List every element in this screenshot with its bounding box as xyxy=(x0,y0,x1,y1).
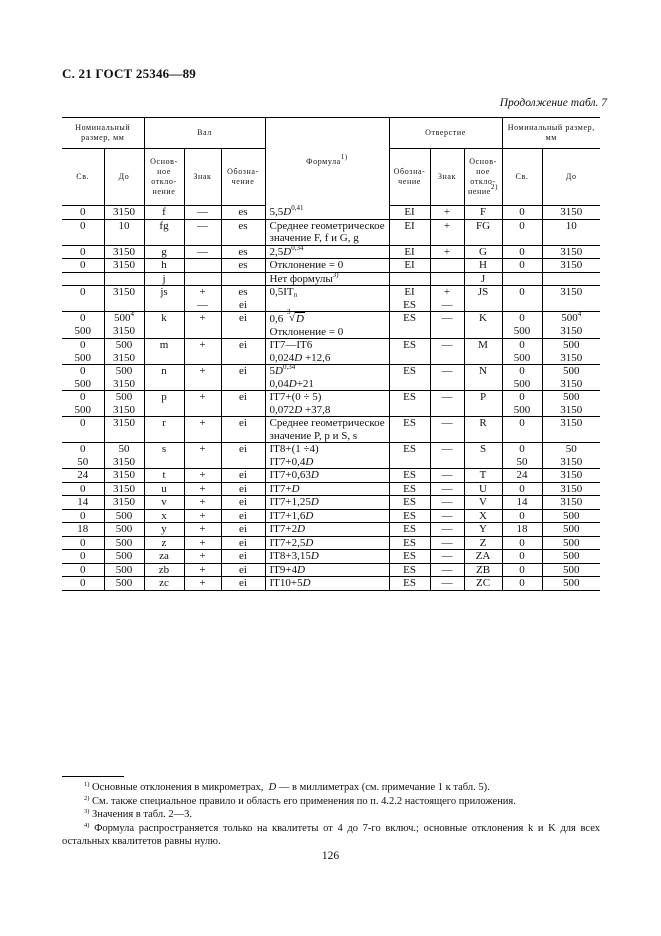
cell-hole-sign: + xyxy=(430,219,464,245)
cell-shaft-deviation: u xyxy=(144,482,184,496)
cell-hole-from: 0 xyxy=(502,206,542,220)
cell-shaft-designation xyxy=(221,272,265,286)
header-shaft-sign: Знак xyxy=(184,149,221,206)
cell-hole-sign: — xyxy=(430,536,464,550)
cell-formula: IT7+1,6D xyxy=(265,509,389,523)
cell-hole-deviation: Z xyxy=(464,536,502,550)
cell-formula: Нет формулы$^{3)}$ xyxy=(265,272,389,286)
cell-shaft-designation: ei xyxy=(221,443,265,469)
cell-from: 0 500 xyxy=(62,391,104,417)
cell-to: 10 xyxy=(104,219,144,245)
cell-to: 3150 xyxy=(104,417,144,443)
table-body xyxy=(62,203,600,591)
cell-formula: $2,5D^{0,34}$ xyxy=(265,245,389,259)
cell-hole-designation: ES xyxy=(389,509,430,523)
header-shaft-main-deviation: Основ-ное откло-нение xyxy=(144,149,184,206)
cell-to: 3150 xyxy=(104,206,144,220)
cell-from xyxy=(62,272,104,286)
cell-hole-designation: EI xyxy=(389,219,430,245)
cell-hole-to: 3150 xyxy=(542,469,600,483)
table-row xyxy=(62,365,600,391)
table-row xyxy=(62,550,600,564)
cell-from: 0 xyxy=(62,509,104,523)
cell-hole-deviation: ZA xyxy=(464,550,502,564)
cell-hole-sign: — xyxy=(430,577,464,591)
cell-hole-to: 50 3150 xyxy=(542,443,600,469)
cell-to: 3150 xyxy=(104,496,144,510)
cell-hole-to: $500^4$ 3150 xyxy=(542,312,600,339)
cell-hole-designation: ES xyxy=(389,482,430,496)
cell-formula: $5,5D^{0,41}$ xyxy=(265,206,389,220)
cell-hole-designation: ES xyxy=(389,443,430,469)
cell-hole-sign: — xyxy=(430,312,464,339)
cell-hole-to: 500 3150 xyxy=(542,391,600,417)
deviation-table xyxy=(62,117,600,591)
cell-hole-designation: ES xyxy=(389,523,430,537)
cell-shaft-deviation: j xyxy=(144,272,184,286)
cell-from: 18 xyxy=(62,523,104,537)
cell-shaft-designation: ei xyxy=(221,496,265,510)
cell-hole-deviation: ZC xyxy=(464,577,502,591)
cell-shaft-designation: ei xyxy=(221,391,265,417)
header-hole-main-deviation xyxy=(464,149,502,206)
cell-shaft-designation: es xyxy=(221,245,265,259)
cell-hole-designation: ES xyxy=(389,563,430,577)
footnotes xyxy=(62,781,600,849)
table-row xyxy=(62,482,600,496)
cell-hole-to: 3150 xyxy=(542,286,600,312)
cell-hole-sign: — xyxy=(430,365,464,391)
cell-hole-designation: ES xyxy=(389,577,430,591)
cell-shaft-designation: ei xyxy=(221,577,265,591)
header-nominal-size: Номинальный размер, мм xyxy=(62,118,144,149)
cell-hole-from: 0 50 xyxy=(502,443,542,469)
cell-hole-designation: EI xyxy=(389,206,430,220)
header-hole-main-deviation-note: 2) xyxy=(490,183,498,191)
cell-from: 0 xyxy=(62,563,104,577)
cell-hole-sign: — xyxy=(430,509,464,523)
cell-to: 500 xyxy=(104,550,144,564)
table-header xyxy=(62,118,600,206)
cell-from: 0 50 xyxy=(62,443,104,469)
cell-shaft-sign: + xyxy=(184,563,221,577)
header-hole-designation: Обозна-чение xyxy=(389,149,430,206)
cell-formula: IT7+(0 ÷ 5) 0,072D +37,8 xyxy=(265,391,389,417)
cell-shaft-deviation: s xyxy=(144,443,184,469)
cell-hole-sign: — xyxy=(430,482,464,496)
cell-shaft-deviation: t xyxy=(144,469,184,483)
cell-hole-from: 0 xyxy=(502,219,542,245)
cell-hole-deviation: V xyxy=(464,496,502,510)
table-row xyxy=(62,245,600,259)
cell-to: 3150 xyxy=(104,259,144,273)
header-shaft: Вал xyxy=(144,118,265,149)
cell-hole-deviation: K xyxy=(464,312,502,339)
cell-shaft-designation: ei xyxy=(221,563,265,577)
cell-hole-from: 0 xyxy=(502,536,542,550)
cell-shaft-deviation: za xyxy=(144,550,184,564)
cell-shaft-designation: ei xyxy=(221,550,265,564)
cell-formula: IT8+(1 ÷4) IT7+0,4D xyxy=(265,443,389,469)
header-nominal-size-hole: Номинальный размер, мм xyxy=(502,118,600,149)
cell-hole-sign: — xyxy=(430,443,464,469)
cell-hole-to: 3150 xyxy=(542,482,600,496)
table-row xyxy=(62,312,600,339)
cell-shaft-sign: + xyxy=(184,443,221,469)
cell-from: 0 xyxy=(62,219,104,245)
cell-hole-from: 0 500 xyxy=(502,365,542,391)
table-row xyxy=(62,286,600,312)
cell-from: 0 xyxy=(62,550,104,564)
cell-to: 500 xyxy=(104,536,144,550)
cell-formula: IT7+1,25D xyxy=(265,496,389,510)
cell-hole-from: 0 xyxy=(502,577,542,591)
cell-shaft-designation: es xyxy=(221,206,265,220)
cell-shaft-deviation: g xyxy=(144,245,184,259)
cell-shaft-designation: ei xyxy=(221,523,265,537)
cell-shaft-sign: — xyxy=(184,206,221,220)
cell-from: 0 xyxy=(62,245,104,259)
cell-shaft-sign: + xyxy=(184,577,221,591)
cell-hole-designation: ES xyxy=(389,550,430,564)
cell-hole-deviation: P xyxy=(464,391,502,417)
cell-shaft-sign: + xyxy=(184,509,221,523)
header-hole: Отверстие xyxy=(389,118,502,149)
page-number: 126 xyxy=(321,850,340,862)
cell-formula: Среднее геометрическое значение P, p и S, s xyxy=(265,417,389,443)
table-row xyxy=(62,259,600,273)
cell-shaft-sign: — xyxy=(184,219,221,245)
table-row xyxy=(62,391,600,417)
cell-hole-sign: — xyxy=(430,339,464,365)
footnote: $^{3)}$ Значения в табл. 2—3. xyxy=(84,808,192,820)
cell-hole-designation: ES xyxy=(389,417,430,443)
cell-shaft-designation: ei xyxy=(221,482,265,496)
cell-to: 500 3150 xyxy=(104,365,144,391)
footnote-rule xyxy=(62,776,124,777)
cell-shaft-designation: ei xyxy=(221,339,265,365)
cell-to: 500 3150 xyxy=(104,339,144,365)
table-row xyxy=(62,206,600,220)
cell-from: 0 xyxy=(62,482,104,496)
cell-hole-from: 0 xyxy=(502,259,542,273)
cell-shaft-deviation: z xyxy=(144,536,184,550)
cell-hole-designation: ES xyxy=(389,469,430,483)
cell-hole-deviation: ZB xyxy=(464,563,502,577)
cell-to: 500 xyxy=(104,523,144,537)
cell-from: 0 500 xyxy=(62,365,104,391)
cell-formula: Среднее геометрическое значение F, f и G, g xyxy=(265,219,389,245)
cell-hole-from: 0 xyxy=(502,550,542,564)
cell-hole-from xyxy=(502,272,542,286)
cell-shaft-deviation: zc xyxy=(144,577,184,591)
cell-hole-designation: ES xyxy=(389,365,430,391)
table-continuation-label: Продолжение табл. 7 xyxy=(499,97,607,109)
cell-shaft-designation: ei xyxy=(221,509,265,523)
cell-hole-designation: EI xyxy=(389,245,430,259)
cell-shaft-deviation: r xyxy=(144,417,184,443)
cell-shaft-deviation: fg xyxy=(144,219,184,245)
cell-from: 0 xyxy=(62,286,104,312)
header-formula-note: 1) xyxy=(340,152,348,161)
cell-shaft-sign xyxy=(184,272,221,286)
cell-hole-to: 500 xyxy=(542,509,600,523)
cell-hole-sign: — xyxy=(430,417,464,443)
cell-hole-from: 18 xyxy=(502,523,542,537)
cell-shaft-deviation: n xyxy=(144,365,184,391)
cell-shaft-deviation: zb xyxy=(144,563,184,577)
cell-formula: 0,6 3 √ D Отклонение = 0 xyxy=(265,312,389,339)
cell-hole-sign: — xyxy=(430,496,464,510)
table-row xyxy=(62,509,600,523)
cell-shaft-deviation: k xyxy=(144,312,184,339)
cell-to: $500^4$ 3150 xyxy=(104,312,144,339)
cell-from: 24 xyxy=(62,469,104,483)
cell-formula: IT10+5D xyxy=(265,577,389,591)
cell-shaft-designation: es xyxy=(221,219,265,245)
cell-shaft-sign: + xyxy=(184,496,221,510)
cell-hole-from: 24 xyxy=(502,469,542,483)
cell-hole-from: 0 xyxy=(502,286,542,312)
cell-shaft-sign: + — xyxy=(184,286,221,312)
cell-hole-to: 3150 xyxy=(542,206,600,220)
cell-hole-from: 0 xyxy=(502,482,542,496)
cell-hole-to: 10 xyxy=(542,219,600,245)
cell-from: 0 xyxy=(62,536,104,550)
cell-to: 500 xyxy=(104,577,144,591)
cell-formula: IT7+2,5D xyxy=(265,536,389,550)
table-row xyxy=(62,417,600,443)
cell-hole-sign: + — xyxy=(430,286,464,312)
cell-hole-designation: EI xyxy=(389,259,430,273)
cell-shaft-designation: ei xyxy=(221,312,265,339)
footnote: $^{1)}$ Основные отклонения в микрометрах, D — в миллиметрах (см. примечание 1 к табл. 5). xyxy=(84,781,490,793)
cell-shaft-deviation: x xyxy=(144,509,184,523)
cell-from: 0 xyxy=(62,206,104,220)
cell-hole-deviation: J xyxy=(464,272,502,286)
cell-shaft-deviation: h xyxy=(144,259,184,273)
cell-hole-sign xyxy=(430,259,464,273)
cell-to xyxy=(104,272,144,286)
cell-formula: $5D^{0,34}$ 0,04D+21 xyxy=(265,365,389,391)
cell-shaft-sign: + xyxy=(184,312,221,339)
cell-hole-sign xyxy=(430,272,464,286)
cell-shaft-designation: ei xyxy=(221,536,265,550)
table-row xyxy=(62,496,600,510)
cell-hole-designation: ES xyxy=(389,391,430,417)
cell-hole-deviation: X xyxy=(464,509,502,523)
cell-shaft-deviation: p xyxy=(144,391,184,417)
footnote: $^{4)}$ Формула распространяется только на квалитеты от 4 до 7-го включ.; основные отклонения k и K для всех остальных квалитетов равны нулю. xyxy=(62,821,600,847)
header-hole-from: Св. xyxy=(502,149,542,206)
cell-hole-sign: — xyxy=(430,391,464,417)
cell-hole-to: 500 xyxy=(542,550,600,564)
cell-shaft-sign: + xyxy=(184,469,221,483)
table-row xyxy=(62,469,600,483)
cell-to: 3150 xyxy=(104,469,144,483)
cell-hole-designation: ES xyxy=(389,312,430,339)
cell-shaft-sign: + xyxy=(184,417,221,443)
cell-hole-deviation: T xyxy=(464,469,502,483)
cell-hole-designation: EI ES xyxy=(389,286,430,312)
cell-hole-from: 0 500 xyxy=(502,312,542,339)
cell-shaft-deviation: v xyxy=(144,496,184,510)
header-to: До xyxy=(104,149,144,206)
header-hole-to: До xyxy=(542,149,600,206)
footnote: $^{2)}$ См. также специальное правило и область его применения по п. 4.2.2 настоящего приложения. xyxy=(84,794,516,807)
cell-shaft-sign: + xyxy=(184,391,221,417)
cell-hole-sign: + xyxy=(430,245,464,259)
cell-hole-from: 0 xyxy=(502,563,542,577)
cell-from: 0 xyxy=(62,417,104,443)
cell-shaft-designation: ei xyxy=(221,365,265,391)
cell-hole-from: 0 xyxy=(502,417,542,443)
cell-hole-to: 3150 xyxy=(542,259,600,273)
cell-shaft-sign: + xyxy=(184,365,221,391)
page-header: С. 21 ГОСТ 25346—89 xyxy=(62,66,196,81)
table-row xyxy=(62,563,600,577)
table-row xyxy=(62,443,600,469)
cell-hole-deviation: S xyxy=(464,443,502,469)
table-row xyxy=(62,339,600,365)
cell-formula: $0,5IT_n$ xyxy=(265,286,389,312)
cell-hole-deviation: R xyxy=(464,417,502,443)
cell-formula: IT7+0,63D xyxy=(265,469,389,483)
cell-hole-deviation: M xyxy=(464,339,502,365)
cell-hole-from: 0 500 xyxy=(502,339,542,365)
table-row xyxy=(62,219,600,245)
cell-hole-deviation: H xyxy=(464,259,502,273)
header-hole-sign: Знак xyxy=(430,149,464,206)
cell-hole-to: 500 xyxy=(542,577,600,591)
table-row xyxy=(62,523,600,537)
cell-hole-sign: — xyxy=(430,563,464,577)
cell-shaft-sign: — xyxy=(184,245,221,259)
cell-shaft-designation: ei xyxy=(221,469,265,483)
cell-hole-deviation: Y xyxy=(464,523,502,537)
cell-shaft-designation: ei xyxy=(221,417,265,443)
cell-shaft-deviation: f xyxy=(144,206,184,220)
cell-hole-sign: — xyxy=(430,469,464,483)
cell-formula: IT8+3,15D xyxy=(265,550,389,564)
cell-hole-sign: — xyxy=(430,523,464,537)
cell-from: 0 500 xyxy=(62,312,104,339)
cell-hole-deviation: F xyxy=(464,206,502,220)
cell-hole-to: 3150 xyxy=(542,245,600,259)
cell-hole-from: 0 500 xyxy=(502,391,542,417)
cell-hole-sign: + xyxy=(430,206,464,220)
cell-hole-to: 500 xyxy=(542,536,600,550)
cell-shaft-designation: es ei xyxy=(221,286,265,312)
header-formula-label: Формула xyxy=(306,156,341,166)
cell-hole-to: 3150 xyxy=(542,496,600,510)
cell-hole-deviation: U xyxy=(464,482,502,496)
cell-shaft-sign: + xyxy=(184,536,221,550)
cell-to: 3150 xyxy=(104,286,144,312)
cell-shaft-sign: + xyxy=(184,523,221,537)
cell-to: 500 3150 xyxy=(104,391,144,417)
table-row xyxy=(62,577,600,591)
cell-hole-designation: ES xyxy=(389,496,430,510)
cell-hole-to: 500 xyxy=(542,563,600,577)
cell-hole-to: 3150 xyxy=(542,417,600,443)
cell-hole-from: 14 xyxy=(502,496,542,510)
cell-formula: IT7+D xyxy=(265,482,389,496)
table-row xyxy=(62,272,600,286)
cell-hole-to: 500 xyxy=(542,523,600,537)
cell-formula: IT7+2D xyxy=(265,523,389,537)
cell-formula: IT7—IT6 0,024D +12,6 xyxy=(265,339,389,365)
cell-hole-designation xyxy=(389,272,430,286)
cell-hole-from: 0 xyxy=(502,509,542,523)
cell-from: 0 xyxy=(62,259,104,273)
cell-shaft-deviation: y xyxy=(144,523,184,537)
cell-hole-designation: ES xyxy=(389,536,430,550)
cell-shaft-deviation: m xyxy=(144,339,184,365)
cell-to: 3150 xyxy=(104,245,144,259)
cell-from: 14 xyxy=(62,496,104,510)
cell-hole-to: 500 3150 xyxy=(542,339,600,365)
cell-shaft-deviation: js xyxy=(144,286,184,312)
cell-shaft-sign: + xyxy=(184,482,221,496)
table-row xyxy=(62,536,600,550)
cell-shaft-sign: + xyxy=(184,550,221,564)
cell-formula: Отклонение = 0 xyxy=(265,259,389,273)
cell-hole-designation: ES xyxy=(389,339,430,365)
cell-to: 500 xyxy=(104,509,144,523)
cell-from: 0 500 xyxy=(62,339,104,365)
cell-to: 500 xyxy=(104,563,144,577)
cell-shaft-sign xyxy=(184,259,221,273)
cell-hole-deviation: G xyxy=(464,245,502,259)
cell-hole-from: 0 xyxy=(502,245,542,259)
cell-hole-sign: — xyxy=(430,550,464,564)
cell-to: 50 3150 xyxy=(104,443,144,469)
cell-to: 3150 xyxy=(104,482,144,496)
cell-hole-deviation: FG xyxy=(464,219,502,245)
cell-hole-to: 500 3150 xyxy=(542,365,600,391)
header-from: Св. xyxy=(62,149,104,206)
header-shaft-designation: Обозна-чение xyxy=(221,149,265,206)
cell-from: 0 xyxy=(62,577,104,591)
cell-hole-deviation: JS xyxy=(464,286,502,312)
header-formula xyxy=(265,118,389,206)
header-hole-main-deviation-label: Основ-ное откло-нение xyxy=(468,157,497,196)
cell-shaft-designation: es xyxy=(221,259,265,273)
cell-formula: IT9+4D xyxy=(265,563,389,577)
cell-hole-to xyxy=(542,272,600,286)
cell-shaft-sign: + xyxy=(184,339,221,365)
cell-hole-deviation: N xyxy=(464,365,502,391)
